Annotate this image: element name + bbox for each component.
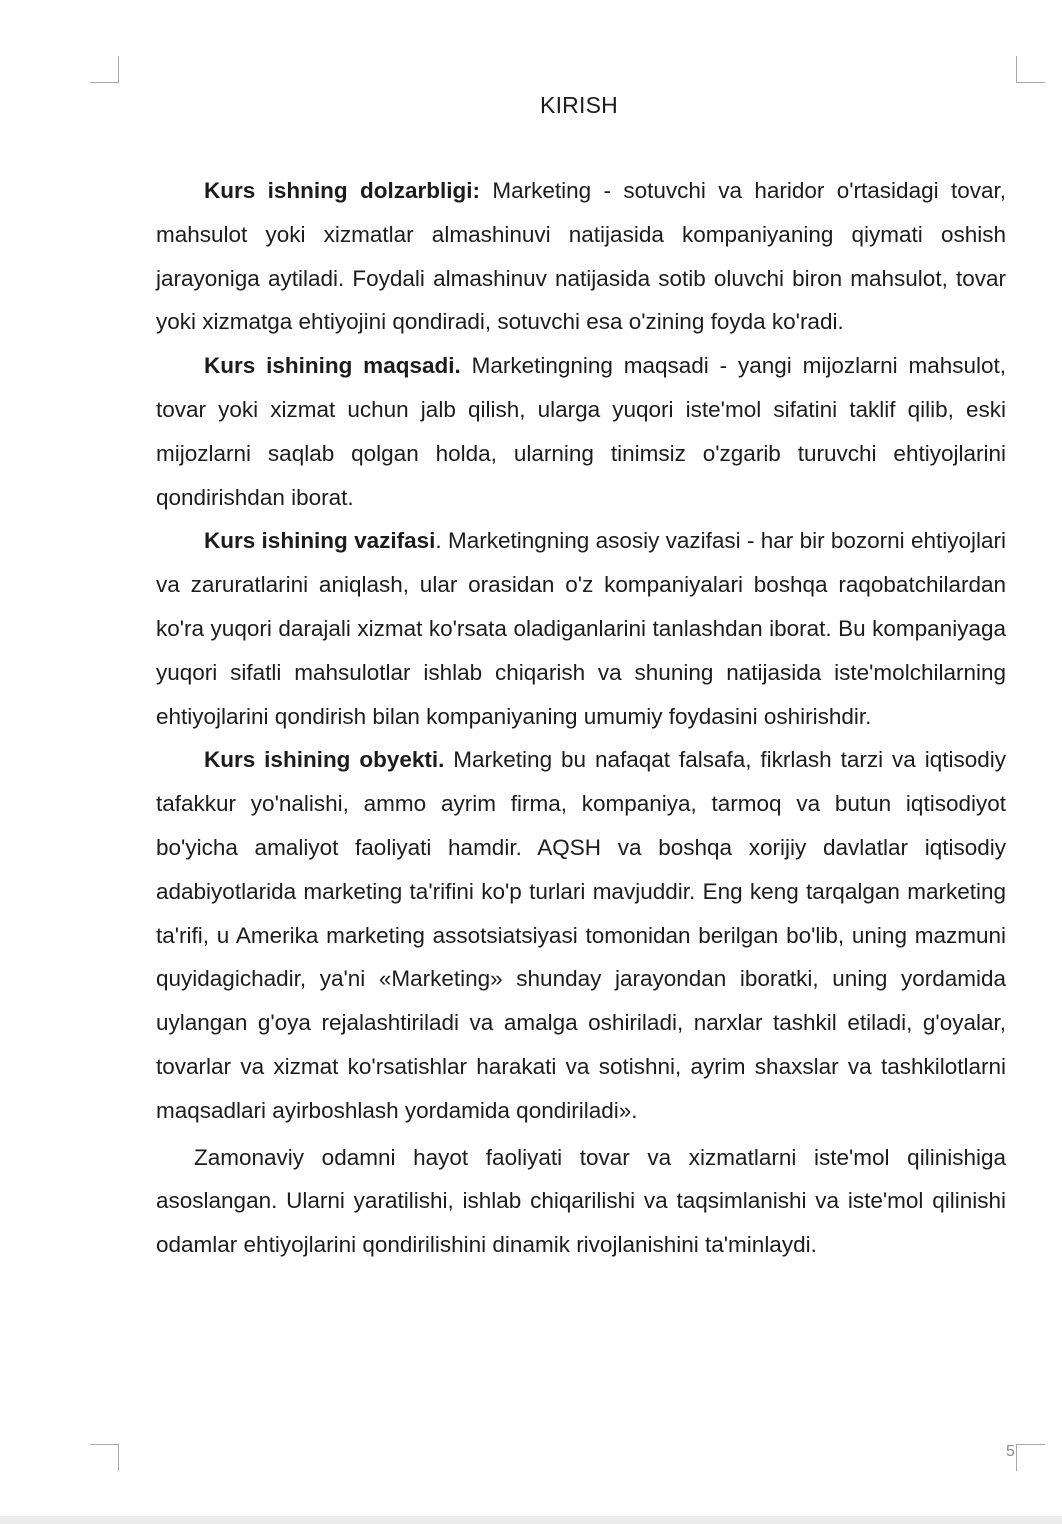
paragraph-task [156, 519, 1006, 738]
paragraph-relevance [156, 169, 1006, 344]
document-body [156, 169, 1006, 1267]
page-bottom-edge [0, 1516, 1062, 1524]
paragraph-text: . Marketingning asosiy vazifasi - har bir bozorni ehtiyojlari va zaruratlarini aniqlash, ular orasidan o'z kompaniyalari boshqa raqobatchilardan ko'ra yuqori darajali xizmat ko'rsata oladiganlarini tanlashdan iborat. Bu kompaniyaga yuqori sifatli mahsulotlar ishlab chiqarish va shuning natijasida iste'molchilarning ehtiyojlarini qondirish bilan kompaniyaning umumiy foydasini oshirishdir. [156, 528, 1007, 729]
paragraph-label: Kurs ishning dolzarbligi: [204, 178, 480, 203]
paragraph-label: Kurs ishining obyekti. [204, 747, 445, 773]
paragraph-text: Marketing bu nafaqat falsafa, fikrlash tarzi va iqtisodiy tafakkur yo'nalishi, ammo ayrim firma, kompaniya, tarmoq va butun iqtisodiyot bo'yicha amaliyot faoliyati hamdir. AQSH va boshqa xorijiy davlatlar iqtisodiy adabiyotlarida marketing ta'rifini ko'p turlari mavjuddir. Eng keng tarqalgan marketing ta'rifi, u Amerika marketing assotsiatsiyasi tomonidan berilgan bo'lib, uning mazmuni quyidagichadir, ya'ni «Marketing» shunday jarayondan iboratki, uning yordamida uylangan g'oya rejalashtiriladi va amalga oshiriladi, narxlar tashkil etiladi, g'oyalar, tovarlar va xizmat ko'rsatishlar harakati va sotishni, ayrim shaxslar va tashkilotlarni maqsadlari ayirboshlash yordamida qondiriladi». [156, 747, 1007, 1123]
page-heading: KIRISH [540, 92, 618, 118]
paragraph-goal [156, 344, 1006, 519]
top-right-margin-mark [1016, 56, 1045, 83]
bottom-right-margin-mark [1016, 1444, 1045, 1471]
bottom-left-margin-mark [90, 1444, 119, 1471]
paragraph-label: Kurs ishining vazifasi [204, 528, 436, 554]
paragraph-closing: Zamonaviy odamni hayot faoliyati tovar va xizmatlarni iste'mol qilinishiga asoslangan. Ularni yaratilishi, ishlab chiqarilishi va taqsimlanishi va iste'mol qilinishi odamlar ehtiyojlarini qondirilishini dinamik rivojlanishini ta'minlaydi. [156, 1144, 1006, 1258]
paragraph-text: Marketingning maqsadi - yangi mijozlarni mahsulot, tovar yoki xizmat uchun jalb qilish, ularga yuqori iste'mol sifatini taklif qilib, eski mijozlarni saqlab qolgan holda, ularning tinimsiz o'zgarib turuvchi ehtiyojlarini qondirishdan iborat. [156, 353, 1007, 510]
paragraph-text: Marketing - sotuvchi va haridor o'rtasidagi tovar, mahsulot yoki xizmatlar almashinuvi natijasida kompaniyaning qiymati oshish jarayoniga aytiladi. Foydali almashinuv natijasida sotib oluvchi biron mahsulot, tovar yoki xizmatga ehtiyojini qondiradi, sotuvchi esa o'zining foyda ko'radi. [156, 178, 1006, 335]
paragraph-label: Kurs ishining maqsadi. [204, 353, 461, 379]
top-left-margin-mark [90, 56, 119, 83]
paragraph-object [156, 738, 1006, 1132]
page-number: 5 [1006, 1443, 1015, 1460]
